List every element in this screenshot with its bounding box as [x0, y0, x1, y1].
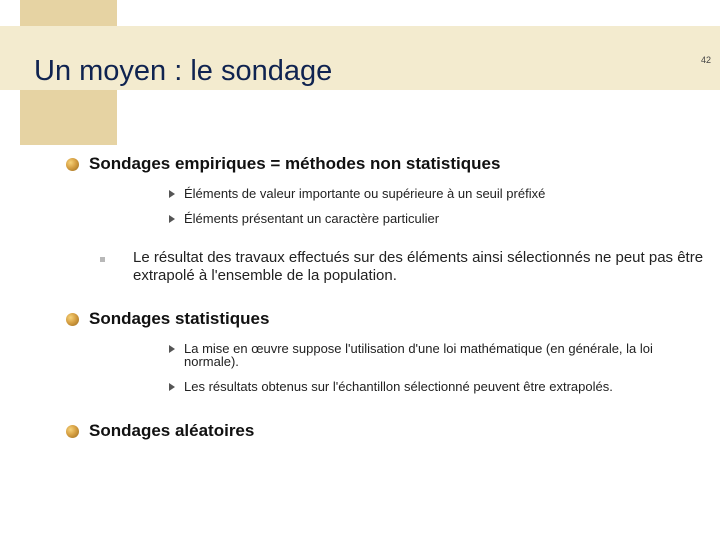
section-heading-aleatoires [66, 421, 254, 441]
section-heading-text: Sondages aléatoires [89, 421, 255, 440]
section-heading-statistiques [66, 309, 269, 329]
note-text: Le résultat des travaux effectués sur des éléments ainsi sélectionnés ne peut pas être extrapolé à l'ensemble de la population. [133, 249, 704, 284]
sub-item [169, 187, 699, 201]
bullet-ball-icon [66, 425, 79, 438]
arrow-bullet-icon [169, 383, 175, 391]
section-heading-empiriques [66, 154, 500, 174]
sub-item-text: Les résultats obtenus sur l'échantillon sélectionné peuvent être extrapolés. [184, 379, 613, 394]
sub-item [169, 380, 699, 394]
slide-title: Un moyen : le sondage [34, 55, 333, 87]
section-heading-text: Sondages empiriques = méthodes non statistiques [89, 154, 501, 173]
arrow-bullet-icon [169, 215, 175, 223]
sub-item-text: Éléments de valeur importante ou supérieure à un seuil préfixé [184, 186, 546, 201]
square-bullet-icon [100, 257, 105, 262]
section-heading-text: Sondages statistiques [89, 309, 270, 328]
sub-item-text: La mise en œuvre suppose l'utilisation d'une loi mathématique (en générale, la loi normale). [184, 341, 653, 369]
bullet-ball-icon [66, 158, 79, 171]
arrow-bullet-icon [169, 345, 175, 353]
sub-item [169, 342, 699, 368]
note-paragraph [100, 249, 715, 285]
sub-item-text: Éléments présentant un caractère particulier [184, 211, 440, 226]
bullet-ball-icon [66, 313, 79, 326]
sub-item [169, 212, 699, 226]
arrow-bullet-icon [169, 190, 175, 198]
page-number: 42 [700, 55, 711, 65]
